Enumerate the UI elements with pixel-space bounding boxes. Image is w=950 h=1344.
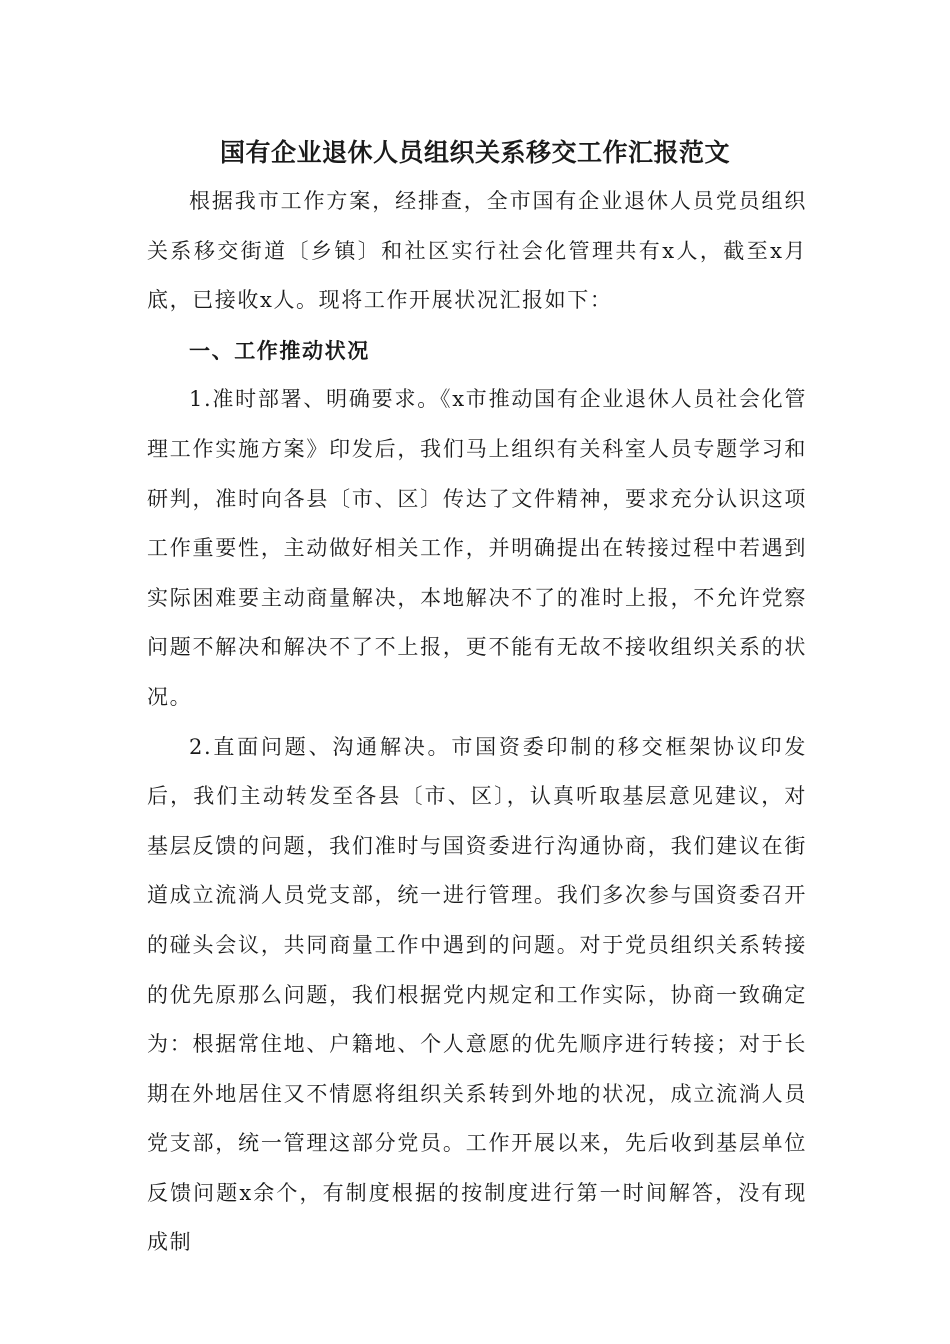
document-title: 国有企业退休人员组织关系移交工作汇报范文 bbox=[219, 138, 730, 167]
paragraph-2: 2.直面问题、沟通解决。市国资委印制的移交框架协议印发后，我们主动转发至各县〔市、区〕，认真听取基层意见建议，对基层反馈的问题，我们准时与国资委进行沟通协商，我们建议在街道成立流淌人员党支部，统一进行管理。我们多次参与国资委召开的碰头会议，共同商量工作中遇到的问题。对于党员组织关系转接的优先原那么问题，我们根据党内规定和工作实际，协商一致确定为：根据常住地、户籍地、个人意愿的优先顺序进行转接；对于长期在外地居住又不情愿将组织关系转到外地的状况，成立流淌人员党支部，统一管理这部分党员。工作开展以来，先后收到基层单位反馈问题x余个，有制度根据的按制度进行第一时间解答，没有现成制 bbox=[147, 734, 807, 1255]
paragraph-1: 1.准时部署、明确要求。《x市推动国有企业退休人员社会化管理工作实施方案》印发后，我们马上组织有关科室人员专题学习和研判，准时向各县〔市、区〕传达了文件精神，要求充分认识这项工作重要性，主动做好相关工作，并明确提出在转接过程中若遇到实际困难要主动商量解决，本地解决不了的准时上报，不允许党察问题不解决和解决不了不上报，更不能有无故不接收组织关系的状况。 bbox=[147, 387, 807, 709]
document-body bbox=[147, 177, 807, 1268]
intro-paragraph: 根据我市工作方案，经排查，全市国有企业退休人员党员组织关系移交街道〔乡镇〕和社区实行社会化管理共有x人，截至x月底，已接收x人。现将工作开展状况汇报如下： bbox=[147, 189, 807, 313]
section-heading: 一、工作推动状况 bbox=[189, 337, 370, 363]
